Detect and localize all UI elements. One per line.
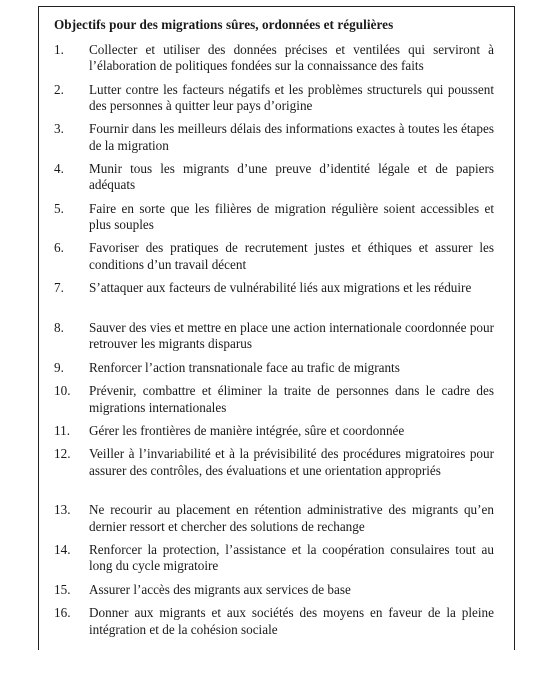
list-item-14: [39, 542, 514, 582]
item-text: Sauver des vies et mettre en place une action internationale coordonnée pour retrouver les migrants disparus: [89, 319, 494, 352]
list-item-13: [39, 502, 514, 542]
item-number: 6.: [54, 240, 64, 256]
list-item-7: [39, 280, 514, 320]
list-item-11: [39, 423, 514, 447]
item-number: 8.: [54, 319, 64, 335]
item-number: 5.: [54, 200, 64, 216]
item-number: 7.: [54, 280, 64, 296]
list-item-15: [39, 582, 514, 606]
list-item-12: [39, 446, 514, 502]
objectives-list: [39, 42, 514, 645]
item-text: Assurer l’accès des migrants aux services de base: [89, 581, 351, 597]
item-text: Collecter et utiliser des données précises et ventilées qui serviront à l’élaboration de politiques fondées sur la connaissance des faits: [89, 42, 494, 74]
list-item-10: [39, 383, 514, 423]
item-text: Fournir dans les meilleurs délais des informations exactes à toutes les étapes de la migration: [89, 121, 494, 153]
list-item-4: [39, 161, 514, 201]
item-text: Donner aux migrants et aux sociétés des moyens en faveur de la pleine intégration et de la cohésion sociale: [89, 605, 494, 637]
item-text: Renforcer la protection, l’assistance et la coopération consulaires tout au long du cycle migratoire: [89, 542, 494, 574]
item-number: 3.: [54, 121, 64, 137]
list-item-9: [39, 360, 514, 384]
item-number: 10.: [54, 383, 71, 399]
item-number: 12.: [54, 446, 71, 462]
item-text: Faire en sorte que les filières de migration régulière soient accessibles et plus souples: [89, 200, 494, 233]
list-item-6: [39, 240, 514, 280]
item-number: 1.: [54, 42, 64, 57]
list-item-5: [39, 201, 514, 241]
list-item-3: [39, 121, 514, 161]
objectives-box: [38, 6, 515, 650]
list-item-1: [39, 42, 514, 82]
item-text: Prévenir, combattre et éliminer la traite de personnes dans le cadre des migrations internationales: [89, 383, 494, 415]
item-number: 16.: [54, 605, 71, 621]
item-text: Gérer les frontières de manière intégrée, sûre et coordonnée: [89, 422, 405, 438]
item-text: Munir tous les migrants d’une preuve d’identité légale et de papiers adéquats: [89, 161, 494, 193]
list-item-8: [39, 320, 514, 360]
item-number: 14.: [54, 542, 71, 558]
list-item-2: [39, 82, 514, 122]
item-text: Ne recourir au placement en rétention administrative des migrants qu’en dernier ressort et chercher des solutions de rechange: [89, 502, 494, 534]
item-number: 9.: [54, 359, 64, 375]
item-number: 15.: [54, 581, 71, 597]
list-item-16: [39, 605, 514, 645]
item-number: 13.: [54, 502, 71, 518]
page-title: Objectifs pour des migrations sûres, ordonnées et régulières: [54, 17, 394, 32]
item-text: Lutter contre les facteurs négatifs et les problèmes structurels qui poussent des personnes à quitter leur pays d’origine: [89, 81, 494, 114]
item-text: Favoriser des pratiques de recrutement justes et éthiques et assurer les conditions d’un travail décent: [89, 240, 494, 272]
item-text: S’attaquer aux facteurs de vulnérabilité liés aux migrations et les réduire: [89, 280, 472, 296]
item-number: 2.: [54, 81, 64, 97]
item-number: 11.: [54, 422, 70, 438]
item-text: Veiller à l’invariabilité et à la prévisibilité des procédures migratoires pour assurer des contrôles, des évaluations et une orientation appropriés: [89, 446, 494, 478]
item-number: 4.: [54, 161, 64, 177]
item-text: Renforcer l’action transnationale face au trafic de migrants: [89, 359, 400, 375]
